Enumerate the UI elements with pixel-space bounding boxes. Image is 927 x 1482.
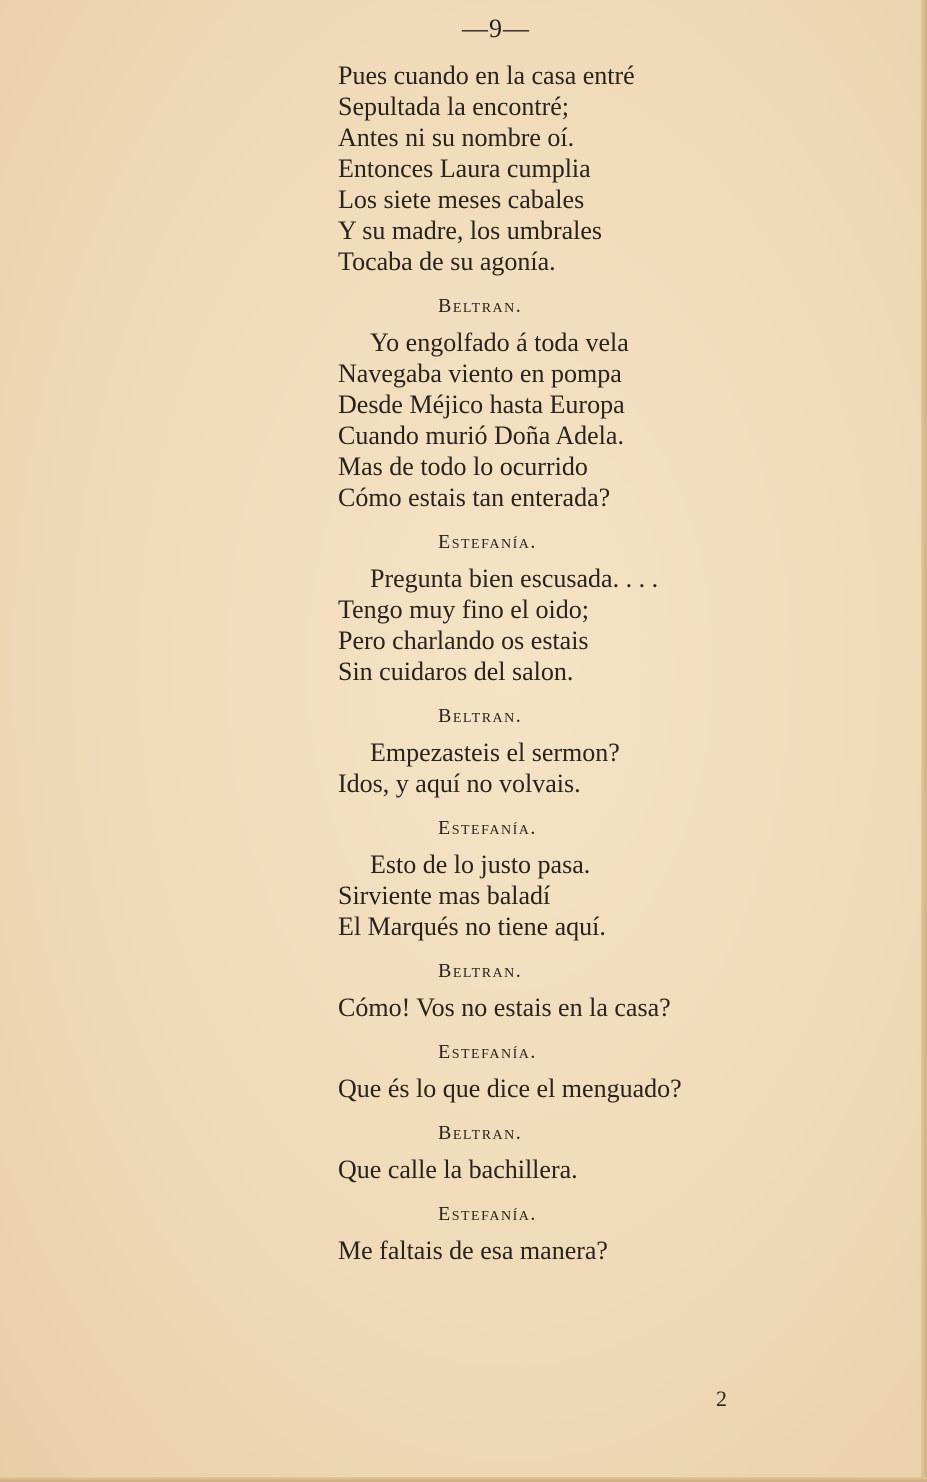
verse-line: Antes ni su nombre oí. [338,123,575,152]
verse-line: Que és lo que dice el menguado? [338,1074,682,1103]
verse-line: Tengo muy fino el oido; [338,595,589,624]
speaker-name: Estefanía. [438,1041,537,1063]
verse-line: Desde Méjico hasta Europa [338,390,625,419]
verse-line: Que calle la bachillera. [338,1155,578,1184]
speaker-name: Beltran. [438,960,523,982]
verse-line: Esto de lo justo pasa. [370,850,591,879]
speaker-name: Beltran. [438,1122,523,1144]
verse-line: Yo engolfado á toda vela [370,328,629,357]
verse-line: Y su madre, los umbrales [338,216,603,245]
verse-line: Sepultada la encontré; [338,92,570,121]
verse-line: Tocaba de su agonía. [338,247,556,276]
verse-text [338,60,778,1266]
verse-line: Pregunta bien escusada. . . . [370,564,659,593]
verse-line: Mas de todo lo ocurrido [338,452,588,481]
stanza [338,1120,778,1185]
verse-line: Sirviente mas baladí [338,881,551,910]
page-edge-bottom [0,1477,927,1482]
verse-line: Entonces Laura cumplia [338,154,591,183]
stanza [338,1039,778,1104]
page-edge-right [921,0,927,1482]
verse-line: Los siete meses cabales [338,185,585,214]
page-number: —9— [462,14,530,43]
verse-line: Cuando murió Doña Adela. [338,421,624,450]
stanza [338,529,778,687]
verse-line: Empezasteis el sermon? [370,738,620,767]
speaker-name: Estefanía. [438,817,537,839]
stanza [338,815,778,942]
verse-line: Me faltais de esa manera? [338,1236,608,1265]
stanza [338,703,778,799]
verse-line: Navegaba viento en pompa [338,359,622,388]
signature-mark: 2 [716,1386,727,1411]
stanza [338,958,778,1023]
stanza [338,293,778,513]
speaker-name: Estefanía. [438,531,537,553]
verse-line: Sin cuidaros del salon. [338,657,574,686]
speaker-name: Estefanía. [438,1203,537,1225]
verse-line: Cómo estais tan enterada? [338,483,611,512]
speaker-name: Beltran. [438,295,523,317]
verse-line: Pero charlando os estais [338,626,589,655]
verse-line: Pues cuando en la casa entré [338,61,635,90]
speaker-name: Beltran. [438,705,523,727]
verse-line: Cómo! Vos no estais en la casa? [338,993,671,1022]
verse-line: Idos, y aquí no volvais. [338,769,581,798]
verse-line: El Marqués no tiene aquí. [338,912,606,941]
stanza [338,1201,778,1266]
stanza [338,60,778,277]
